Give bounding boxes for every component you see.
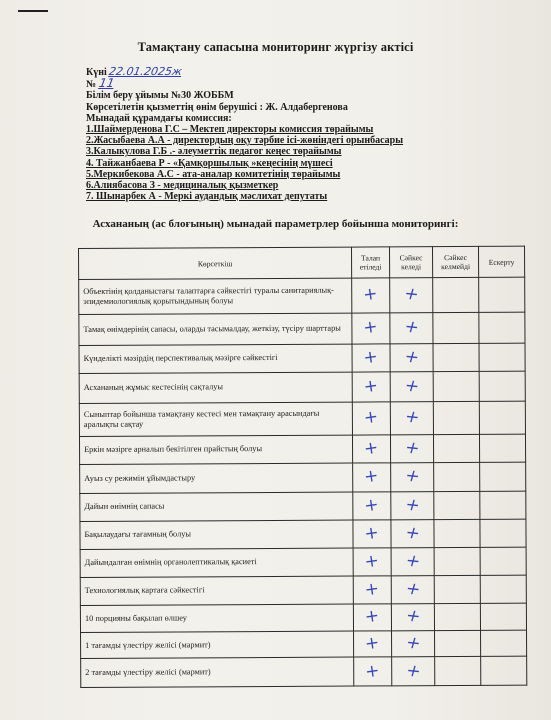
note-cell	[480, 603, 526, 631]
column-header: Ескерту	[478, 246, 524, 277]
table-row	[80, 575, 526, 605]
provider-line: Көрсетілетін қызметтің өнім берушісі : Ж. Алдабергенова	[86, 101, 348, 113]
commission-member: 1.Шаймерденова Г.С – Мектеп директоры комиссия төрайымы	[86, 124, 374, 136]
monitoring-table	[78, 246, 527, 688]
number-label: №	[86, 79, 97, 91]
criterion-cell: Технологиялық картаға сәйкестігі	[80, 576, 353, 605]
column-header: Көрсеткіш	[79, 247, 352, 279]
date-line	[86, 66, 403, 78]
note-cell	[480, 462, 526, 491]
document-title: Тамақтану сапасына мониторинг жүргізу актісі	[137, 40, 414, 54]
criterion-cell: Тамақ өнімдерінің сапасы, оларды тасымалдау, жеткізу, түсіру шарттары	[79, 313, 352, 346]
required-mark-cell	[354, 657, 392, 686]
commission-member: 2.Жасыбаева А.А - директордың оқу тәрбие ісі-жөніндегі орынбасары	[86, 135, 404, 147]
table-body	[79, 277, 527, 687]
compliant-mark-cell	[391, 463, 434, 492]
handwritten-plus-mark: +	[402, 375, 422, 397]
column-header: Сәйкес келмейді	[432, 246, 478, 277]
compliant-mark-cell	[391, 520, 434, 548]
note-cell	[480, 491, 526, 520]
required-mark-cell	[352, 371, 390, 402]
required-mark-cell	[353, 576, 391, 604]
criterion-cell: Дайындалған өнімнің органолептикалық қасиеті	[80, 548, 353, 578]
required-mark-cell	[354, 631, 392, 658]
required-mark-cell	[353, 520, 391, 548]
noncompliant-mark-cell	[434, 603, 480, 631]
table-row	[79, 343, 525, 373]
noncompliant-mark-cell	[434, 491, 480, 520]
handwritten-plus-mark: +	[362, 437, 380, 460]
compliant-mark-cell	[390, 312, 433, 344]
noncompliant-mark-cell	[433, 434, 479, 463]
handwritten-plus-mark: +	[362, 316, 380, 339]
commission-member: 6.Алиябасова З - медициналық қызметкер	[86, 180, 279, 192]
handwritten-plus-mark: +	[402, 522, 423, 544]
note-cell	[480, 519, 526, 547]
compliant-mark-cell	[390, 434, 433, 463]
compliant-mark-cell	[392, 631, 435, 658]
noncompliant-mark-cell	[433, 371, 479, 402]
criterion-cell: Күнделікті мәзірдің перспективалық мәзірге сәйкестігі	[79, 344, 352, 373]
noncompliant-mark-cell	[434, 463, 480, 492]
scan-artifact-mark	[18, 10, 48, 12]
handwritten-plus-mark: +	[362, 283, 380, 306]
handwritten-plus-mark: +	[401, 346, 422, 368]
handwritten-plus-mark: +	[363, 522, 381, 545]
monitoring-table-wrap	[78, 246, 526, 688]
table-row	[80, 603, 526, 633]
handwritten-plus-mark: +	[402, 494, 423, 516]
compliant-mark-cell	[390, 278, 433, 313]
date-label: Күні	[86, 67, 107, 78]
noncompliant-mark-cell	[433, 401, 479, 434]
criterion-cell: Ауыз су режимін ұйымдастыру	[80, 463, 353, 493]
compliant-mark-cell	[391, 576, 434, 604]
noncompliant-mark-cell	[435, 630, 481, 657]
column-header: Талап етіледі	[351, 247, 389, 278]
required-mark-cell	[353, 463, 391, 492]
compliant-mark-cell	[392, 657, 435, 686]
criterion-cell: Сыныптар бойынша тамақтану кестесі мен тамақтану арасындағы аралықты сақтау	[79, 402, 352, 436]
handwritten-plus-mark: +	[402, 437, 423, 459]
handwritten-plus-mark: +	[364, 660, 382, 683]
commission-member: 5.Меркибекова А.С - ата-аналар комитетінің төрайымы	[86, 168, 341, 180]
handwritten-plus-mark: +	[402, 466, 423, 488]
note-cell	[479, 277, 525, 312]
handwritten-plus-mark: +	[363, 550, 381, 573]
table-row	[80, 491, 526, 522]
commission-heading: Мынадай құрамдағы комиссия:	[86, 112, 232, 124]
compliant-mark-cell	[391, 491, 434, 520]
note-cell	[479, 371, 525, 402]
handwritten-plus-mark: +	[362, 406, 380, 429]
note-cell	[479, 401, 525, 434]
number-value: 11	[97, 76, 116, 91]
school-line: Білім беру ұйымы №30 ЖОББМ	[86, 90, 234, 102]
criterion-cell: 10 порцияны бақылап өлшеу	[80, 604, 353, 633]
noncompliant-mark-cell	[433, 312, 479, 344]
handwritten-plus-mark: +	[403, 606, 423, 627]
table-row	[80, 547, 526, 578]
table-row	[81, 657, 527, 688]
noncompliant-mark-cell	[434, 547, 480, 576]
handwritten-plus-mark: +	[403, 578, 423, 600]
table-row	[79, 312, 525, 346]
criterion-cell: Объектінің қолданыстағы талаптарға сәйкестігі туралы санитариялық-эпидемиологиялық қорытындының болуы	[79, 278, 352, 314]
date-value: 22.01.2025ж	[108, 65, 184, 78]
noncompliant-mark-cell	[433, 344, 479, 372]
commission-member: 7. Шынарбек А - Меркі аудандық мәслихат депутаты	[86, 191, 328, 203]
required-mark-cell	[353, 603, 391, 631]
note-cell	[480, 575, 526, 603]
required-mark-cell	[352, 344, 390, 372]
handwritten-plus-mark: +	[402, 550, 423, 572]
handwritten-plus-mark: +	[363, 605, 381, 628]
required-mark-cell	[352, 278, 390, 313]
handwritten-plus-mark: +	[401, 284, 422, 306]
required-mark-cell	[352, 402, 390, 435]
compliant-mark-cell	[390, 344, 433, 372]
note-cell	[480, 547, 526, 576]
criterion-cell: Асхананың жұмыс кестесінің сақталуы	[79, 372, 352, 404]
table-row	[79, 371, 525, 404]
note-cell	[479, 434, 525, 463]
handwritten-plus-mark: +	[363, 465, 381, 488]
handwritten-plus-mark: +	[363, 578, 381, 601]
criterion-cell: Бақылаудағы тағамның болуы	[80, 520, 353, 549]
noncompliant-mark-cell	[433, 277, 479, 312]
handwritten-plus-mark: +	[363, 494, 381, 517]
noncompliant-mark-cell	[435, 657, 481, 686]
note-cell	[481, 657, 527, 686]
handwritten-plus-mark: +	[403, 632, 424, 654]
criterion-cell: 2 тағамды үлестіру желісі (мармит)	[81, 657, 354, 687]
table-row	[79, 401, 525, 436]
column-header: Сәйкес келеді	[389, 247, 432, 278]
handwritten-plus-mark: +	[401, 317, 422, 339]
note-cell	[479, 312, 525, 344]
compliant-mark-cell	[391, 603, 434, 631]
commission-member: 4. Тайжанбаева Р - «Қамқоршылық »кеңесінің мүшесі	[86, 157, 333, 169]
table-row	[79, 434, 525, 465]
compliant-mark-cell	[391, 547, 434, 576]
compliant-mark-cell	[390, 371, 433, 402]
handwritten-plus-mark: +	[364, 632, 382, 655]
note-cell	[481, 630, 527, 657]
table-row	[81, 630, 527, 659]
criterion-cell: Дайын өнімнің сапасы	[80, 492, 353, 522]
commission-member: 3.Калыкулова Г.Б .- әлеуметтік педагог кеңес төрайымы	[86, 146, 342, 158]
handwritten-plus-mark: +	[402, 407, 422, 429]
note-cell	[479, 343, 525, 371]
required-mark-cell	[353, 547, 391, 576]
criterion-cell: Еркін мәзірге арналып бекітілген прайстың болуы	[79, 435, 352, 465]
handwritten-plus-mark: +	[362, 346, 380, 369]
table-header-row	[79, 246, 525, 279]
number-line	[86, 78, 403, 90]
required-mark-cell	[352, 435, 390, 464]
noncompliant-mark-cell	[434, 519, 480, 547]
table-row	[79, 277, 525, 314]
criterion-cell: 1 тағамды үлестіру желісі (мармит)	[81, 631, 354, 659]
table-row	[80, 462, 526, 493]
handwritten-plus-mark: +	[403, 660, 424, 682]
compliant-mark-cell	[390, 402, 433, 435]
section-title: Асхананың (ас блоғының) мынадай параметрлер бойынша мониторингі:	[92, 218, 459, 230]
act-header	[86, 66, 403, 202]
noncompliant-mark-cell	[434, 575, 480, 603]
required-mark-cell	[352, 312, 390, 344]
handwritten-plus-mark: +	[362, 375, 380, 398]
table-row	[80, 519, 526, 549]
required-mark-cell	[353, 491, 391, 520]
